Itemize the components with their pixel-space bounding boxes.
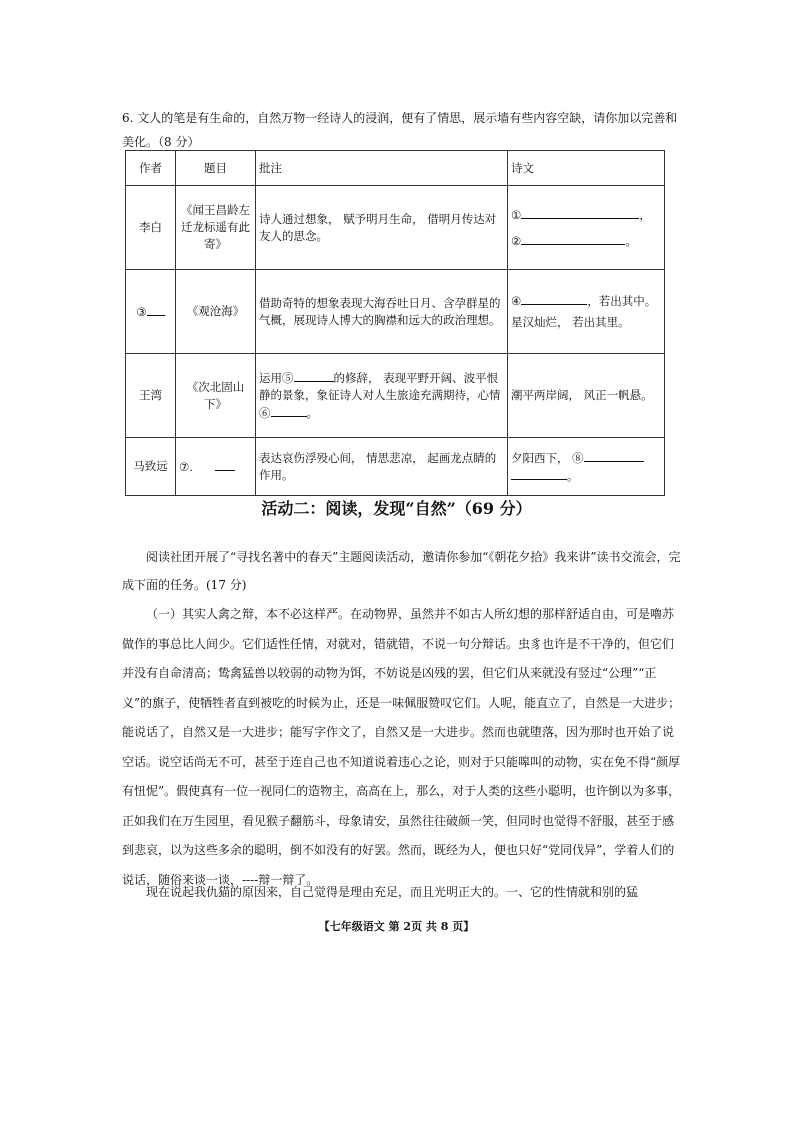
title-cell	[176, 438, 256, 496]
answer-blank-8[interactable]	[584, 449, 644, 462]
answer-blank-2[interactable]	[521, 232, 625, 245]
note-cell: 诗人通过想象， 赋予明月生命， 借明月传达对友人的思念。	[256, 186, 508, 270]
poem-line-1	[511, 292, 661, 310]
poem-line-2: 星汉灿烂， 若出其里。	[511, 315, 630, 329]
title-cell: 《闻王昌龄左迁龙标遥有此寄》	[176, 186, 256, 270]
poem-cell: 潮平两岸阔， 风正一帆悬。	[508, 354, 665, 438]
answer-blank-8-cont[interactable]	[511, 467, 567, 480]
table-row	[126, 270, 665, 354]
blank-label-4: ④	[511, 294, 522, 308]
header-note: 批注	[256, 151, 508, 186]
punct: 。	[306, 406, 318, 420]
table-row	[126, 354, 665, 438]
note-text: 的修辞， 表现平野开阔、波平恨静的景象，象征诗人对人生旅途充满期待，心情⑥	[259, 371, 501, 420]
blank-label-7: ⑦.	[179, 459, 193, 474]
activity-heading: 活动二：阅读，发现“自然”（69 分）	[261, 499, 532, 518]
note-cell: 表达哀伤浮殁心间， 情思悲凉， 起画龙点睛的作用。	[256, 438, 508, 496]
poem-line-1	[511, 206, 661, 224]
author-cell	[126, 270, 176, 354]
poem-line-2	[511, 232, 661, 250]
header-title: 题目	[176, 151, 256, 186]
title-cell: 《观沧海》	[176, 270, 256, 354]
poem-text: ，若出其中。	[587, 294, 657, 308]
poem-cell	[508, 438, 665, 496]
note-cell: 借助奇特的想象表现大海吞吐日月、含孕群星的气概，展现诗人博大的胸襟和远大的政治理想。	[256, 270, 508, 354]
answer-blank-7[interactable]	[215, 458, 235, 471]
answer-blank-5[interactable]	[294, 369, 334, 382]
poem-text: 夕阳西下， ⑧	[511, 450, 584, 465]
punct: ，	[639, 207, 651, 222]
author-cell: 李白	[126, 186, 176, 270]
author-cell: 马致远	[126, 438, 176, 496]
intro-paragraph: 阅读社团开展了“寻找名著中的春天”主题阅读活动，邀请你参加“《朝花夕拾》我来讲”读书交流会，完成下面的任务。(17 分)	[122, 550, 681, 592]
poem-cell	[508, 186, 665, 270]
table-row	[126, 438, 665, 496]
poem-cell	[508, 270, 665, 354]
table-header-row	[126, 151, 665, 186]
header-author: 作者	[126, 151, 176, 186]
punct: 。	[567, 468, 579, 483]
punct: 。	[625, 233, 637, 248]
blank-label-3: ③	[136, 304, 147, 319]
answer-blank-4[interactable]	[521, 292, 587, 305]
note-text: 运用⑤	[259, 371, 294, 385]
note-cell	[256, 354, 508, 438]
header-poem: 诗文	[508, 151, 665, 186]
answer-blank-6[interactable]	[271, 404, 307, 417]
table-row	[126, 186, 665, 270]
blank-label-1: ①	[511, 207, 522, 222]
answer-blank-3[interactable]	[147, 303, 165, 316]
author-cell: 王湾	[126, 354, 176, 438]
poetry-table	[125, 150, 665, 496]
answer-blank-1[interactable]	[521, 206, 639, 219]
passage-paragraph-2: 现在说起我仇猫的原因来，自己觉得是理由充足，而且光明正大的。一、它的性情就和别的猛	[146, 885, 639, 899]
passage-paragraph-1: （一）其实人禽之辩，本不必这样严。在动物界，虽然并不如古人所幻想的那样舒适自由，可是嚕苏做作的事总比人间少。它们适性任情，对就对，错就错，不说一句分辩话。虫豸也许是不干净的，但它们并没有自命清高；鸷禽猛兽以较弱的动物为饵，不妨说是凶残的罢，但它们从来就没有竖过“公理”“正义”的旗子，使牺牲者直到被吃的时候为止，还是一味佩服赞叹它们。人呢，能直立了，自然是一大进步；能说话了，自然又是一大进步；能写字作文了，自然又是一大进步。然而也就堕落，因为那时也开始了说空话。说空话尚无不可，甚至于连自己也不知道说着违心之论，则对于只能嗥叫的动物，实在免不得“颜厚有忸怩”。假使真有一位一视同仁的造物主，高高在上，那么，对于人类的这些小聪明，也许倒以为多事，正如我们在万生园里，看见猴子翻筋斗，母象请安，虽然往往破颜一笑，但同时也觉得不舒服，甚至于感到悲哀，以为这些多余的聪明，倒不如没有的好罢。然而，既经为人，便也只好“党同伐异”，学着人们的说话，随俗来谈一谈，----辩一辩了。	[122, 607, 681, 887]
question-6: 6. 文人的笔是有生命的，自然万物一经诗人的浸润，便有了情思，展示墙有些内容空缺，请你加以完善和美化。（8 分）	[122, 111, 678, 149]
title-cell: 《次北固山下》	[176, 354, 256, 438]
page-footer: 【七年级语文 第 2页 共 8 页】	[318, 920, 475, 933]
blank-label-2: ②	[511, 233, 522, 248]
